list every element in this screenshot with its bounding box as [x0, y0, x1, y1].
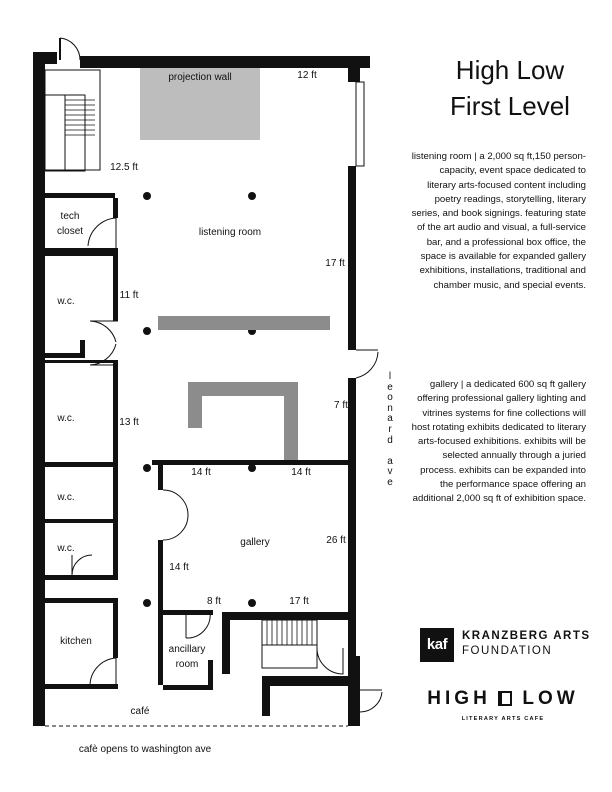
- gallery-label: gallery: [240, 537, 270, 548]
- gallery-vitrine: [188, 382, 298, 460]
- wc-label-2: w.c.: [57, 413, 75, 424]
- stair-bottom-wall: [222, 612, 356, 620]
- gallery-door: [163, 490, 188, 540]
- dimension-12ft: 12 ft: [297, 70, 317, 81]
- leonard-ave-letter: r: [388, 423, 392, 435]
- washington-ave-label: cafè opens to washington ave: [78, 744, 212, 755]
- stair-bottom-door: [317, 648, 343, 674]
- leonard-ave-letter: o: [387, 392, 393, 404]
- dimension-7ft: 7 ft: [334, 400, 348, 411]
- page-title: [420, 52, 600, 124]
- top-wall-right: [80, 56, 370, 68]
- wc-door-1: [90, 321, 118, 342]
- dimension-17ft-bottom: 17 ft: [289, 596, 309, 607]
- kranzberg-arts-foundation-logo: [420, 628, 590, 664]
- right-wall-mid: [348, 166, 356, 350]
- projection-wall-label: projection wall: [168, 72, 232, 83]
- bar-counter: [158, 316, 330, 330]
- leonard-ave-letter: n: [387, 402, 393, 414]
- leonard-ave-letter: a: [387, 455, 393, 467]
- kitchen-label: kitchen: [60, 636, 92, 647]
- wc-label-4: w.c.: [57, 543, 75, 554]
- column: [143, 192, 151, 200]
- high-low-tagline: LITERARY ARTS CAFE: [461, 716, 545, 722]
- leonard-ave-label: [384, 372, 396, 489]
- bottom-right-wall: [348, 686, 360, 726]
- dimension-11ft: 11 ft: [119, 290, 139, 301]
- top-wall-left: [33, 52, 57, 64]
- column: [248, 192, 256, 200]
- column: [143, 599, 151, 607]
- tech-closet-label-1: tech: [60, 211, 80, 222]
- bottom-wall-step: [262, 676, 360, 686]
- gallery-top-wall: [152, 460, 350, 465]
- kaf-name-line-2: FOUNDATION: [462, 645, 553, 657]
- column: [248, 464, 256, 472]
- column: [248, 599, 256, 607]
- kaf-mark: kaf: [420, 628, 454, 662]
- right-window: [356, 82, 364, 166]
- right-door-listening: [356, 350, 378, 378]
- cafe-step-wall: [262, 676, 270, 716]
- leonard-ave-letter: v: [387, 466, 393, 478]
- dimension-12-5ft: 12.5 ft: [110, 162, 138, 173]
- leonard-ave-letter: a: [387, 413, 393, 425]
- dimension-14ft-left: 14 ft: [169, 562, 189, 573]
- cafe-label: café: [130, 706, 150, 717]
- dimension-14ft-b: 14 ft: [291, 467, 311, 478]
- high-low-word-left: HIGH: [427, 688, 491, 709]
- dimension-26ft: 26 ft: [326, 535, 346, 546]
- high-low-word-right: LOW: [522, 688, 579, 709]
- book-icon: [498, 691, 512, 706]
- kaf-name-line-1: KRANZBERG ARTS: [462, 630, 591, 642]
- title-line-2: First Level: [450, 91, 570, 121]
- wc-label-3: w.c.: [57, 492, 75, 503]
- high-low-logo: [418, 688, 588, 728]
- tech-closet-label-2: closet: [56, 226, 84, 237]
- left-exterior-wall: [33, 52, 45, 726]
- ancillary-door: [186, 612, 210, 638]
- ancillary-label-1: ancillary: [168, 644, 206, 655]
- tech-closet-wall-top: [45, 193, 115, 198]
- tech-closet-door: [88, 218, 116, 248]
- dimension-17ft-right: 17 ft: [325, 258, 345, 269]
- title-line-1: High Low: [455, 55, 565, 85]
- dimension-13ft: 13 ft: [119, 417, 139, 428]
- column: [143, 327, 151, 335]
- stair-bottom: [262, 620, 317, 668]
- column: [143, 464, 151, 472]
- dimension-8ft: 8 ft: [207, 596, 221, 607]
- listening-room-description: listening room | a 2,000 sq ft,150 person-capacity, event space dedicated to literary arts-focused content including poetry readings, storytelling, literary series, and book signings. featuring state of the art audio and visual, a full-service bar, and a professional box office, the space is available for expanded gallery exhibitions, installations, traditional and chamber music, and special events.: [411, 151, 586, 291]
- leonard-ave-letter: e: [387, 381, 393, 393]
- listening-room-label: listening room: [198, 227, 262, 238]
- right-wall-upper: [348, 60, 360, 82]
- right-door-bottom: [360, 690, 382, 712]
- gallery-description: gallery | a dedicated 600 sq ft gallery offering professional gallery lighting and vitrines systems for fine collections will host rotating exhibits dedicated to literary arts-focused exhibitions. exhibits will be selected annually through a juried process. exhibits can be expanded into the performance space offering an additional 2,000 sq ft of exhibition space.: [411, 379, 586, 505]
- wc-door-4: [72, 555, 92, 575]
- leonard-ave-letter: l: [388, 371, 392, 382]
- leonard-ave-letter: d: [387, 434, 393, 446]
- tech-closet-wall-right: [113, 198, 118, 218]
- leonard-ave-letter: e: [387, 476, 393, 488]
- top-door-swing: [60, 38, 80, 60]
- dimension-14ft-a: 14 ft: [191, 467, 211, 478]
- wc-label-1: w.c.: [57, 296, 75, 307]
- ancillary-label-2: room: [175, 659, 199, 670]
- kitchen-door: [90, 658, 116, 686]
